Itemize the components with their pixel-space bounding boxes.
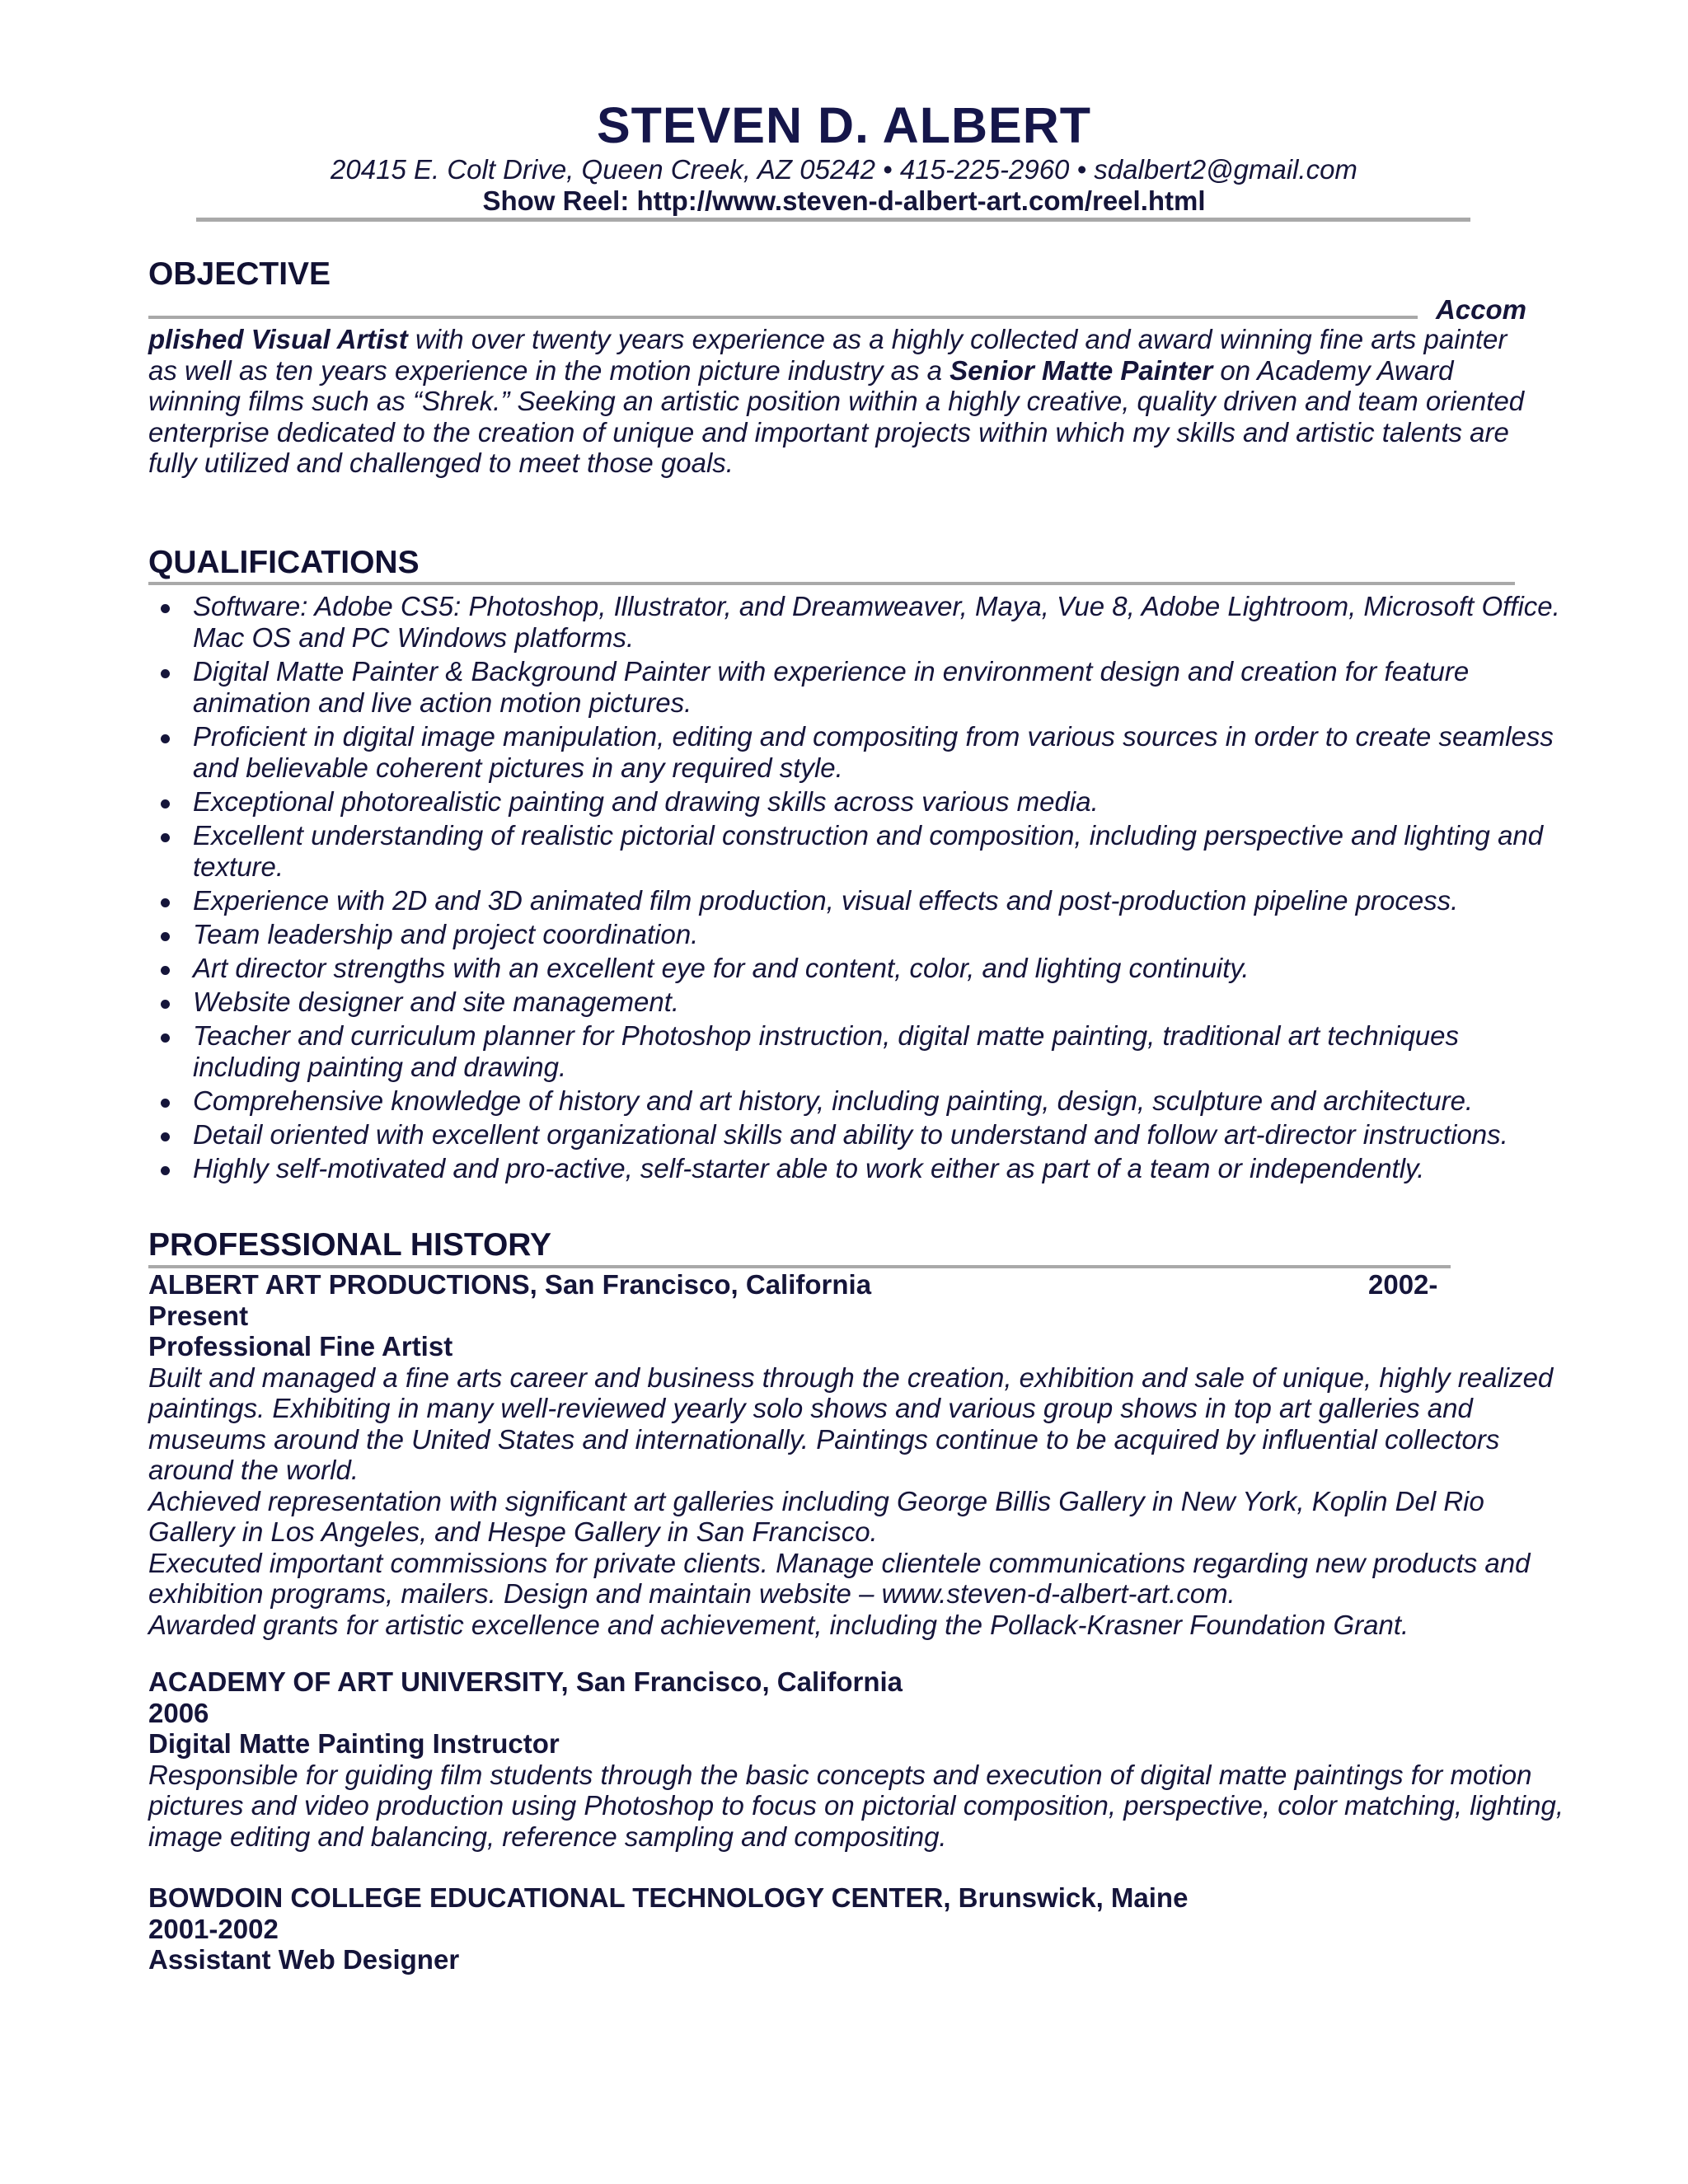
list-item — [148, 885, 1566, 916]
qualification-text: Digital Matte Painter & Background Painter with experience in environment design and creation for feature animation and live action motion pictures. — [193, 656, 1470, 718]
list-item — [148, 786, 1566, 818]
candidate-name: STEVEN D. ALBERT — [596, 97, 1092, 153]
objective-text — [148, 324, 1533, 479]
list-item — [148, 591, 1566, 654]
list-item — [148, 1085, 1566, 1117]
job-date: 2006 — [148, 1697, 209, 1728]
job-date: 2001-2002 — [148, 1913, 279, 1944]
job-academy-of-art — [148, 1666, 1566, 1852]
employer-name: ALBERT ART PRODUCTIONS, San Francisco, California — [148, 1269, 872, 1300]
bullet-icon — [161, 799, 170, 808]
bullet-icon — [161, 1000, 170, 1009]
show-reel-line: Show Reel: http://www.steven-d-albert-art.com/reel.html — [482, 185, 1206, 216]
contact-line: 20415 E. Colt Drive, Queen Creek, AZ 05242 • 415-225-2960 • sdalbert2@gmail.com — [331, 154, 1357, 185]
job-bowdoin — [148, 1882, 1566, 1975]
bullet-icon — [161, 734, 170, 743]
qualification-text: Art director strengths with an excellent eye for and content, color, and lighting continuity. — [193, 953, 1250, 983]
objective-bold-role: Senior Matte Painter — [950, 354, 1213, 386]
job-description: Built and managed a fine arts career and business through the creation, exhibition and sale of unique, highly realized paintings. Exhibiting in many well-reviewed yearly solo shows and various group shows in top art galleries and museums around the United States and internationally. Paintings continue to be acquired by influential collectors around the world. Achieved representation with significant art galleries including George Billis Gallery in New York, Koplin Del Rio Gallery in Los Angeles, and Hespe Gallery in San Francisco. Executed important commissions for private clients. Manage clientele communications regarding new products and exhibition programs, mailers. Design and maintain website – www.steven-d-albert-art.com. Awarded grants for artistic excellence and achievement, including the Pollack-Krasner Foundation Grant. — [148, 1361, 1554, 1640]
objective-heading: OBJECTIVE — [148, 256, 331, 292]
qualification-text: Exceptional photorealistic painting and drawing skills across various media. — [193, 786, 1099, 817]
bullet-icon — [161, 932, 170, 941]
objective-text-start: Accom — [1435, 294, 1526, 325]
list-item — [148, 721, 1566, 784]
objective-text-part-1: with over twenty years experience as a highly collected and award winning fine arts painter as well as ten years experience in the motion picture industry as a — [148, 324, 1507, 386]
qualifications-heading: QUALIFICATIONS — [148, 545, 420, 580]
job-title: Digital Matte Painting Instructor — [148, 1728, 560, 1759]
bullet-icon — [161, 1166, 170, 1175]
history-divider — [148, 1265, 1451, 1268]
job-date-end: Present — [148, 1300, 249, 1331]
bullet-icon — [161, 1132, 170, 1141]
job-description: Responsible for guiding film students through the basic concepts and execution of digital matte paintings for motion pictures and video production using Photoshop to focus on pictorial composition, perspective, color matching, lighting, image editing and balancing, reference sampling and compositing. — [148, 1759, 1564, 1852]
list-item — [148, 1020, 1566, 1083]
bullet-icon — [161, 898, 170, 907]
objective-bold-title: plished Visual Artist — [148, 324, 408, 354]
list-item — [148, 1153, 1566, 1184]
list-item — [148, 1119, 1566, 1151]
bullet-icon — [161, 833, 170, 842]
qualifications-list — [148, 591, 1566, 1187]
qualification-text: Software: Adobe CS5: Photoshop, Illustrator, and Dreamweaver, Maya, Vue 8, Adobe Lightroom, Microsoft Office. Mac OS and PC Windows platforms. — [193, 591, 1560, 653]
objective-divider — [148, 316, 1418, 319]
bullet-icon — [161, 966, 170, 975]
job-date-start: 2002- — [1368, 1269, 1438, 1300]
qualification-text: Website designer and site management. — [193, 987, 680, 1017]
job-albert-art — [148, 1269, 1566, 1640]
header-divider — [196, 218, 1470, 222]
qualifications-divider — [148, 582, 1515, 585]
qualification-text: Team leadership and project coordination. — [193, 919, 699, 949]
list-item — [148, 987, 1566, 1018]
bullet-icon — [161, 604, 170, 613]
bullet-icon — [161, 669, 170, 678]
employer-name: ACADEMY OF ART UNIVERSITY, San Francisco, California — [148, 1666, 903, 1697]
qualification-text: Proficient in digital image manipulation, editing and compositing from various sources in order to create seamless and believable coherent pictures in any required style. — [193, 721, 1554, 783]
bullet-icon — [161, 1099, 170, 1108]
employer-name: BOWDOIN COLLEGE EDUCATIONAL TECHNOLOGY CENTER, Brunswick, Maine — [148, 1882, 1189, 1913]
qualification-text: Teacher and curriculum planner for Photoshop instruction, digital matte painting, traditional art techniques including painting and drawing. — [193, 1020, 1459, 1082]
qualification-text: Detail oriented with excellent organizational skills and ability to understand and follow art-director instructions. — [193, 1119, 1508, 1150]
history-heading: PROFESSIONAL HISTORY — [148, 1227, 552, 1263]
job-title: Professional Fine Artist — [148, 1331, 453, 1361]
list-item — [148, 820, 1566, 883]
list-item — [148, 919, 1566, 950]
qualification-text: Highly self-motivated and pro-active, self-starter able to work either as part of a team or independently. — [193, 1153, 1425, 1183]
bullet-icon — [161, 1033, 170, 1043]
list-item — [148, 953, 1566, 984]
objective-text-part-2: on Academy Award winning films such as “Shrek.” Seeking an artistic position within a highly creative, quality driven and team oriented enterprise dedicated to the creation of unique and important projects within which my skills and artistic talents are fully utilized and challenged to meet those goals. — [148, 354, 1525, 478]
job-title: Assistant Web Designer — [148, 1944, 460, 1975]
job-header — [148, 1269, 1566, 1301]
qualification-text: Excellent understanding of realistic pictorial construction and composition, including perspective and lighting and texture. — [193, 820, 1544, 882]
qualification-text: Experience with 2D and 3D animated film production, visual effects and post-production pipeline process. — [193, 885, 1459, 916]
list-item — [148, 656, 1566, 719]
qualification-text: Comprehensive knowledge of history and art history, including painting, design, sculpture and architecture. — [193, 1085, 1474, 1116]
